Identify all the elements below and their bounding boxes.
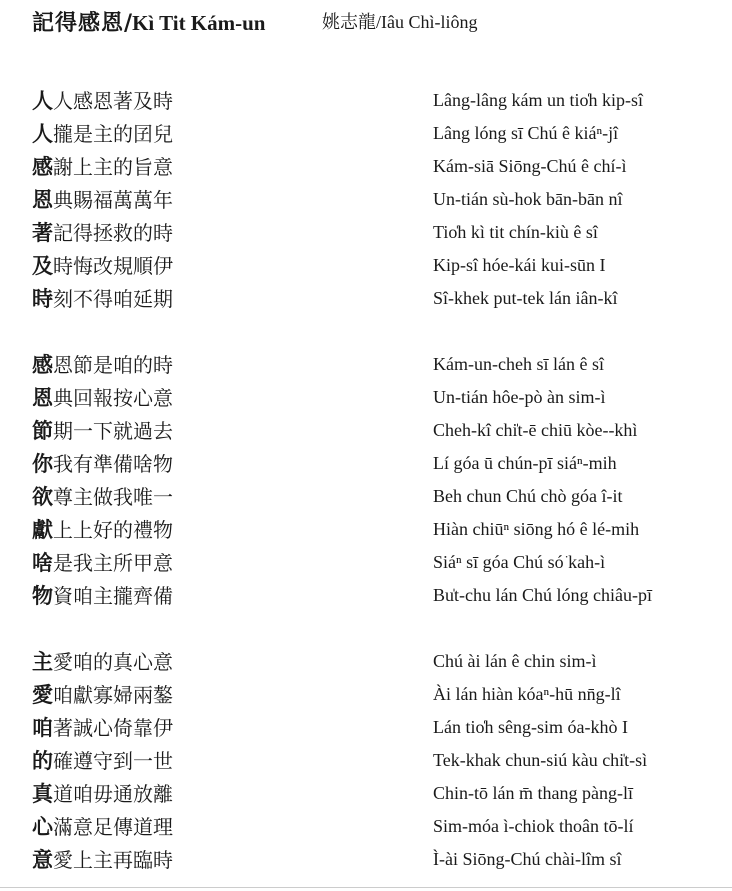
romanized-line: Lâng lóng sī Chú ê kiáⁿ-jî	[433, 123, 619, 143]
poem-line	[0, 216, 732, 249]
chinese-line	[32, 513, 173, 547]
acrostic-character: 真	[32, 781, 53, 806]
romanized-line: Ì-ài Siōng-Chú chài-lîm sî	[433, 849, 622, 869]
acrostic-character: 節	[32, 418, 53, 443]
poem-line	[0, 381, 732, 414]
acrostic-character: 愛	[32, 682, 53, 707]
acrostic-character: 恩	[32, 385, 53, 410]
romanized-line: Kám-un-cheh sī lán ê sî	[433, 354, 604, 374]
chinese-line	[32, 810, 173, 844]
title-romanized: Kì Tit Kám-un	[132, 11, 266, 35]
acrostic-character: 感	[32, 352, 53, 377]
chinese-line-text: 攏是主的囝兒	[53, 122, 173, 146]
chinese-line-text: 刻不得咱延期	[53, 287, 173, 311]
chinese-line-text: 典回報按心意	[53, 386, 173, 410]
romanized-line: Tek-khak chun-siú kàu chi̍t-sì	[433, 750, 648, 770]
acrostic-character: 及	[32, 253, 53, 278]
chinese-line-text: 典賜福萬萬年	[53, 188, 173, 212]
chinese-line-text: 滿意足傳道理	[53, 815, 173, 839]
acrostic-character: 時	[32, 286, 53, 311]
poem-line	[0, 579, 732, 612]
chinese-line	[32, 678, 173, 712]
romanized-line: Siáⁿ sī góa Chú só͘ kah-ì	[433, 552, 606, 572]
chinese-line	[32, 579, 173, 613]
chinese-line	[32, 546, 173, 580]
chinese-line-text: 資咱主攏齊備	[53, 584, 173, 608]
acrostic-character: 啥	[32, 550, 53, 575]
chinese-line	[32, 381, 173, 415]
poem-line	[0, 513, 732, 546]
chinese-line	[32, 216, 173, 250]
chinese-line-text: 人感恩著及時	[53, 89, 173, 113]
chinese-line	[32, 117, 173, 151]
stanza-1	[0, 84, 732, 315]
poem-line	[0, 183, 732, 216]
chinese-line	[32, 645, 173, 679]
acrostic-character: 主	[32, 649, 53, 674]
chinese-line	[32, 348, 173, 382]
chinese-line-text: 記得拯救的時	[53, 221, 173, 245]
acrostic-character: 咱	[32, 715, 53, 740]
romanized-line: Sî-khek put-tek lán iân-kî	[433, 288, 618, 308]
poem-line	[0, 84, 732, 117]
chinese-line	[32, 183, 173, 217]
chinese-line-text: 道咱毋通放離	[53, 782, 173, 806]
acrostic-character: 恩	[32, 187, 53, 212]
chinese-line-text: 咱獻寡婦兩鏊	[53, 683, 173, 707]
chinese-line-text: 愛咱的真心意	[53, 650, 173, 674]
poem-line	[0, 348, 732, 381]
chinese-line	[32, 414, 173, 448]
chinese-line-text: 愛上主再臨時	[53, 848, 173, 872]
romanized-line: Hiàn chiūⁿ siōng hó ê lé-mih	[433, 519, 640, 539]
poem-line	[0, 843, 732, 876]
stanza-2	[0, 348, 732, 612]
chinese-line	[32, 249, 173, 283]
acrostic-character: 人	[32, 88, 53, 113]
chinese-line	[32, 777, 173, 811]
chinese-line-text: 確遵守到一世	[53, 749, 173, 773]
poem-line	[0, 414, 732, 447]
poem-line	[0, 480, 732, 513]
romanized-line: Ài lán hiàn kóaⁿ-hū nn̄g-lî	[433, 684, 621, 704]
romanized-line: Cheh-kî chi̍t-ē chiū kòe--khì	[433, 420, 638, 440]
poem-line	[0, 447, 732, 480]
chinese-line	[32, 447, 173, 481]
acrostic-character: 獻	[32, 517, 53, 542]
romanized-line: Tio̍h kì tit chín-kiù ê sî	[433, 222, 598, 242]
romanized-line: Beh chun Chú chò góa î-it	[433, 486, 623, 506]
acrostic-character: 你	[32, 451, 53, 476]
poem-line	[0, 645, 732, 678]
poem-line	[0, 282, 732, 315]
chinese-line	[32, 843, 173, 877]
acrostic-character: 著	[32, 220, 53, 245]
romanized-line: Chú ài lán ê chin sim-ì	[433, 651, 597, 671]
romanized-line: Kám-siā Siōng-Chú ê chí-ì	[433, 156, 627, 176]
poem-line	[0, 678, 732, 711]
author-romanized: /Iâu Chì-liông	[376, 12, 478, 32]
acrostic-character: 心	[32, 814, 53, 839]
chinese-line	[32, 282, 173, 316]
chinese-line-text: 期一下就過去	[53, 419, 173, 443]
chinese-line	[32, 150, 173, 184]
romanized-line: Bu̍t-chu lán Chú lóng chiâu-pī	[433, 585, 652, 605]
chinese-line-text: 時悔改規順伊	[53, 254, 173, 278]
poem-line	[0, 777, 732, 810]
chinese-line	[32, 84, 173, 118]
acrostic-character: 人	[32, 121, 53, 146]
title-separator: /	[124, 10, 133, 36]
poem-line	[0, 810, 732, 843]
poem-line	[0, 711, 732, 744]
poem-line	[0, 546, 732, 579]
chinese-line-text: 我有準備啥物	[53, 452, 173, 476]
romanized-line: Lâng-lâng kám un tio̍h kip-sî	[433, 90, 643, 110]
chinese-line	[32, 480, 173, 514]
chinese-line-text: 著誠心倚靠伊	[53, 716, 173, 740]
bottom-divider	[0, 887, 732, 888]
acrostic-character: 物	[32, 583, 53, 608]
author-byline	[322, 8, 478, 34]
chinese-line	[32, 711, 173, 745]
romanized-line: Sim-móa ì-chiok thoân tō-lí	[433, 816, 634, 836]
chinese-line-text: 是我主所甲意	[53, 551, 173, 575]
chinese-line-text: 尊主做我唯一	[53, 485, 173, 509]
romanized-line: Chin-tō lán m̄ thang pàng-lī	[433, 783, 633, 803]
poem-line	[0, 249, 732, 282]
romanized-line: Un-tián sù-hok bān-bān nî	[433, 189, 623, 209]
romanized-line: Lán tio̍h sêng-sim óa-khò I	[433, 717, 628, 737]
poem-line	[0, 150, 732, 183]
title-chinese: 記得感恩	[32, 10, 125, 36]
acrostic-character: 欲	[32, 484, 53, 509]
romanized-line: Kip-sî hóe-kái kui-sūn I	[433, 255, 606, 275]
chinese-line-text: 謝上主的旨意	[53, 155, 173, 179]
stanza-3	[0, 645, 732, 876]
poem-title	[32, 6, 266, 37]
romanized-line: Un-tián hôe-pò àn sim-ì	[433, 387, 606, 407]
romanized-line: Lí góa ū chún-pī siáⁿ-mih	[433, 453, 617, 473]
chinese-line-text: 上上好的禮物	[53, 518, 173, 542]
chinese-line-text: 恩節是咱的時	[53, 353, 173, 377]
poem-line	[0, 744, 732, 777]
acrostic-character: 的	[32, 748, 53, 773]
poem-line	[0, 117, 732, 150]
acrostic-character: 感	[32, 154, 53, 179]
acrostic-character: 意	[32, 847, 53, 872]
author-chinese: 姚志龍	[322, 12, 376, 33]
chinese-line	[32, 744, 173, 778]
